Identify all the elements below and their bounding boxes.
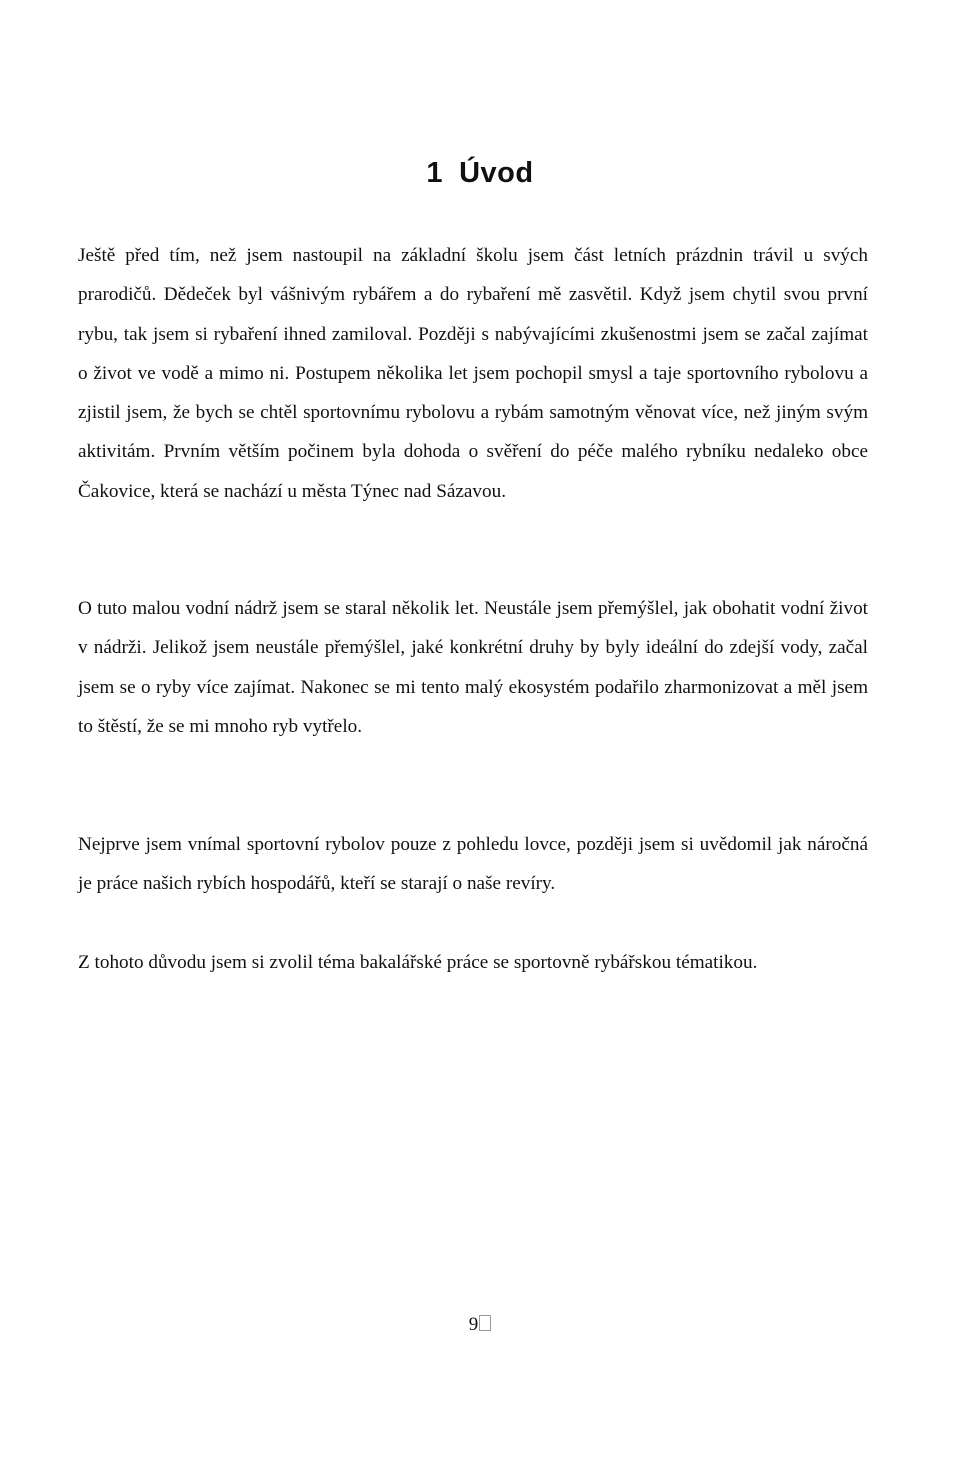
missing-glyph-icon xyxy=(479,1315,491,1331)
paragraph-3: Nejprve jsem vnímal sportovní rybolov pouze z pohledu lovce, později jsem si uvědomil jak náročná je práce našich rybích hospodářů, kteří se starají o naše revíry. xyxy=(78,834,868,895)
paragraph-1: Ještě před tím, než jsem nastoupil na základní školu jsem část letních prázdnin trávil u svých prarodičů. Dědeček byl vášnivým rybářem a do rybaření mě zasvětil. Když jsem chytil svou první rybu, tak jsem si rybaření ihned zamiloval. Později s nabývajícími zkušenostmi jsem se začal zajímat o život ve vodě a mimo ni. Postupem několika let jsem pochopil smysl a taje sportovního rybolovu a zjistil jsem, že bych se chtěl sportovnímu rybolovu a rybám samotným věnovat více, než jiným svým aktivitám. Prvním větším počinem byla dohoda o svěření do péče malého rybníku nedaleko obce Čakovice, která se nachází u města Týnec nad Sázavou. xyxy=(78,245,868,502)
chapter-heading xyxy=(0,157,960,190)
paragraph-4: Z tohoto důvodu jsem si zvolil téma bakalářské práce se sportovně rybářskou tématikou. xyxy=(78,952,758,973)
page-number xyxy=(0,1314,960,1336)
paragraph-2: O tuto malou vodní nádrž jsem se staral několik let. Neustále jsem přemýšlel, jak obohatit vodní život v nádrži. Jelikož jsem neustále přemýšlel, jaké konkrétní druhy by byly ideální do zdejší vody, začal jsem se o ryby více zajímat. Nakonec se mi tento malý ekosystém podařilo zharmonizovat a měl jsem to štěstí, že se mi mnoho ryb vytřelo. xyxy=(78,598,868,737)
page-number-value: 9 xyxy=(468,1314,479,1335)
chapter-title: Úvod xyxy=(459,157,534,190)
chapter-number: 1 xyxy=(426,157,444,190)
